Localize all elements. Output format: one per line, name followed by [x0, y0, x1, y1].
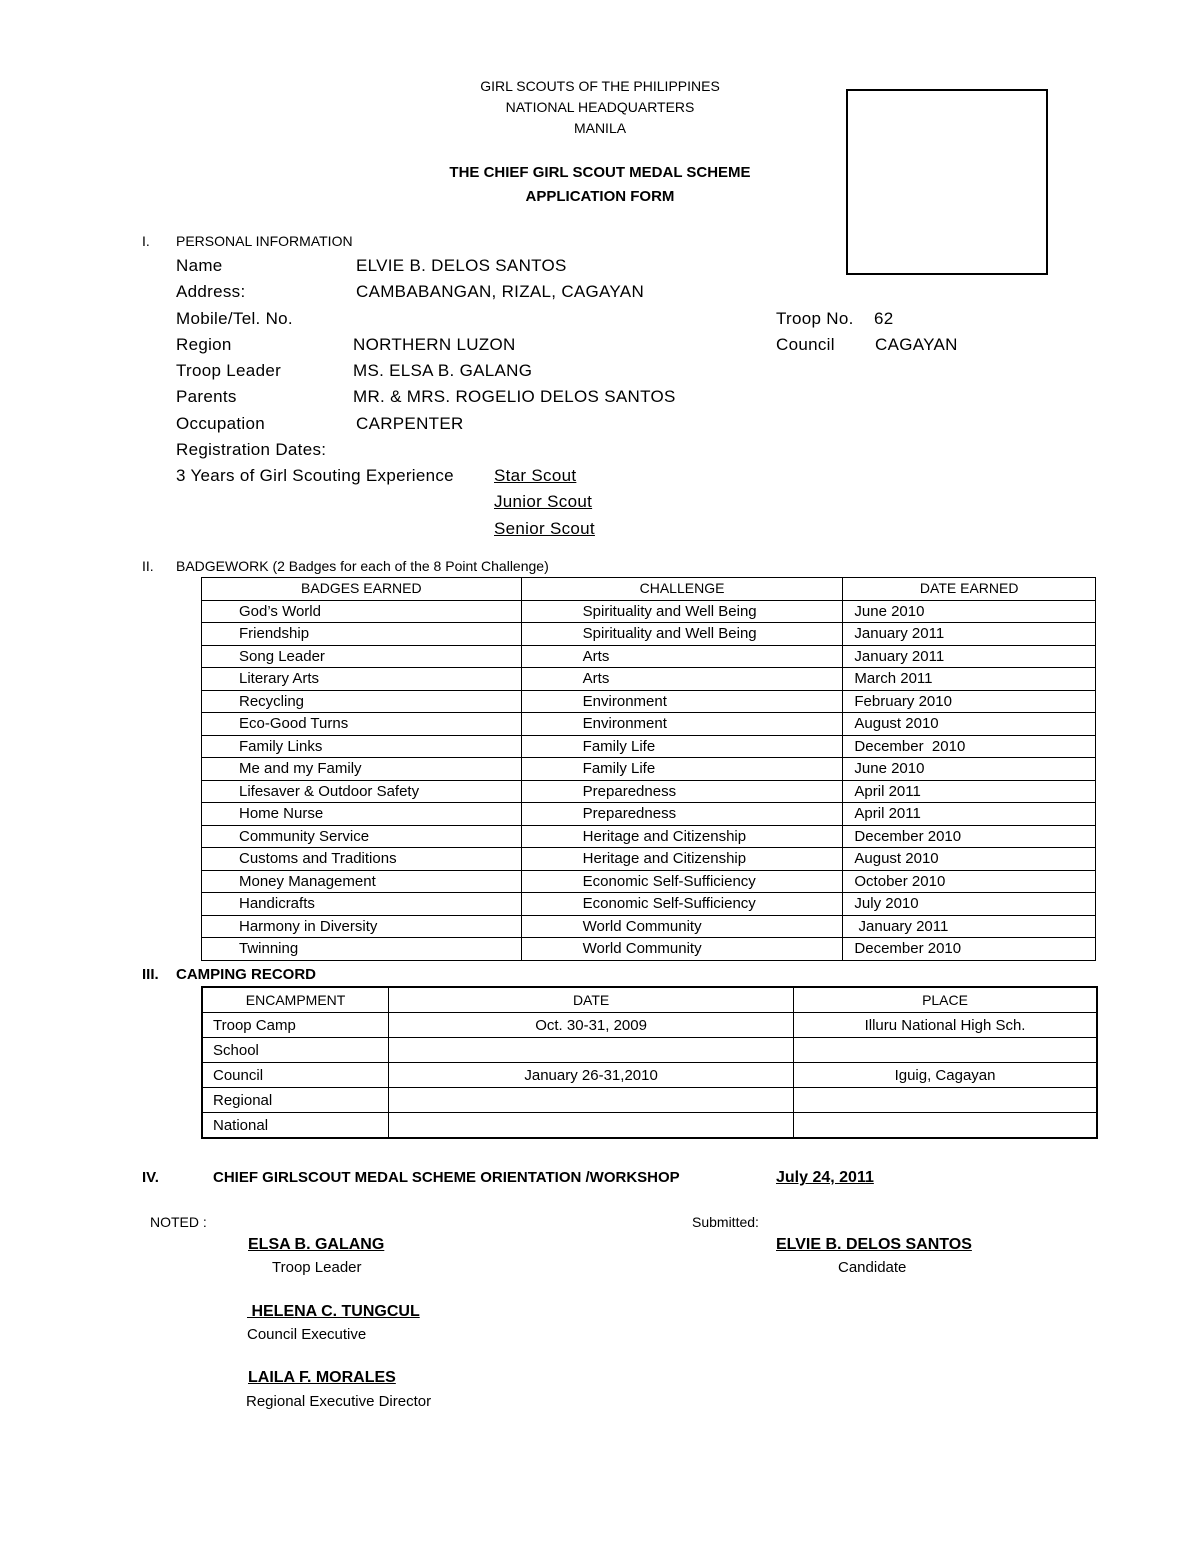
badge-name-cell: Harmony in Diversity [202, 915, 522, 938]
badge-name-cell: Me and my Family [202, 758, 522, 781]
council-label: Council [776, 335, 835, 354]
troop-no-label: Troop No. [776, 309, 854, 328]
badge-date-cell: January 2011 [843, 915, 1096, 938]
occupation-label: Occupation [176, 414, 265, 433]
badge-row [202, 848, 1096, 871]
badges-earned-header: BADGES EARNED [202, 578, 522, 601]
candidate-role: Candidate [838, 1259, 907, 1276]
badge-row [202, 713, 1096, 736]
council-executive-signature-name: HELENA C. TUNGCUL [247, 1303, 420, 1320]
encampment-cell: National [202, 1113, 389, 1139]
badge-row [202, 623, 1096, 646]
badge-date-cell: December 2010 [843, 825, 1096, 848]
regional-director-signature-name: LAILA F. MORALES [248, 1369, 396, 1386]
parents-label: Parents [176, 387, 237, 406]
badge-challenge-cell: World Community [521, 938, 843, 961]
badge-challenge-cell: Preparedness [521, 780, 843, 803]
troop-leader-role: Troop Leader [272, 1259, 362, 1276]
section-2-number: II. [142, 558, 154, 574]
regional-director-role: Regional Executive Director [246, 1393, 432, 1410]
address-label: Address: [176, 282, 246, 301]
encampment-header: ENCAMPMENT [202, 987, 389, 1013]
section-4-title: CHIEF GIRLSCOUT MEDAL SCHEME ORIENTATION /WORKSHOP [213, 1169, 680, 1186]
badge-name-cell: Money Management [202, 870, 522, 893]
badge-name-cell: Song Leader [202, 645, 522, 668]
section-1-number: I. [142, 233, 150, 249]
badge-challenge-cell: Arts [521, 645, 843, 668]
camp-date-cell [389, 1088, 794, 1113]
badge-date-cell: December 2010 [843, 938, 1096, 961]
badge-challenge-cell: Economic Self-Sufficiency [521, 870, 843, 893]
badge-row [202, 600, 1096, 623]
challenge-header: CHALLENGE [521, 578, 843, 601]
name-value: ELVIE B. DELOS SANTOS [356, 256, 567, 275]
encampment-cell: Regional [202, 1088, 389, 1113]
form-subtitle: APPLICATION FORM [525, 188, 675, 205]
date-header: DATE [389, 987, 794, 1013]
badge-date-cell: August 2010 [843, 848, 1096, 871]
badge-challenge-cell: Environment [521, 690, 843, 713]
camp-place-cell [794, 1088, 1097, 1113]
section-3-number: III. [142, 966, 159, 983]
badge-name-cell: Handicrafts [202, 893, 522, 916]
badge-date-cell: June 2010 [843, 758, 1096, 781]
camp-date-cell: January 26-31,2010 [389, 1063, 794, 1088]
region-value: NORTHERN LUZON [353, 335, 516, 354]
badge-challenge-cell: World Community [521, 915, 843, 938]
camp-place-cell: Illuru National High Sch. [794, 1013, 1097, 1038]
badge-challenge-cell: Family Life [521, 735, 843, 758]
org-office: NATIONAL HEADQUARTERS [505, 99, 695, 115]
badge-row [202, 915, 1096, 938]
troop-leader-value: MS. ELSA B. GALANG [353, 361, 533, 380]
badge-row [202, 938, 1096, 961]
badge-row [202, 758, 1096, 781]
badge-date-cell: December 2010 [843, 735, 1096, 758]
experience-junior-scout: Junior Scout [494, 492, 593, 511]
badge-date-cell: July 2010 [843, 893, 1096, 916]
troop-no-value: 62 [874, 309, 894, 328]
badge-date-cell: February 2010 [843, 690, 1096, 713]
address-value: CAMBABANGAN, RIZAL, CAGAYAN [356, 282, 645, 301]
badge-challenge-cell: Family Life [521, 758, 843, 781]
badge-date-cell: October 2010 [843, 870, 1096, 893]
camp-date-cell [389, 1038, 794, 1063]
badge-table-header [202, 578, 1096, 601]
badge-challenge-cell: Economic Self-Sufficiency [521, 893, 843, 916]
badge-challenge-cell: Environment [521, 713, 843, 736]
name-label: Name [176, 256, 223, 275]
badge-date-cell: April 2011 [843, 780, 1096, 803]
camp-date-cell [389, 1113, 794, 1139]
badge-challenge-cell: Spirituality and Well Being [521, 623, 843, 646]
badge-name-cell: Home Nurse [202, 803, 522, 826]
camping-row [202, 1013, 1097, 1038]
camping-table [201, 986, 1098, 1139]
orientation-date: July 24, 2011 [776, 1169, 874, 1186]
badge-table [201, 577, 1096, 961]
org-city: MANILA [573, 120, 627, 136]
badge-name-cell: God’s World [202, 600, 522, 623]
badge-row [202, 780, 1096, 803]
place-header: PLACE [794, 987, 1097, 1013]
camping-row [202, 1063, 1097, 1088]
badge-name-cell: Literary Arts [202, 668, 522, 691]
badge-row [202, 893, 1096, 916]
org-name: GIRL SCOUTS OF THE PHILIPPINES [480, 78, 720, 94]
badge-row [202, 645, 1096, 668]
badge-name-cell: Lifesaver & Outdoor Safety [202, 780, 522, 803]
badge-date-cell: April 2011 [843, 803, 1096, 826]
form-title: THE CHIEF GIRL SCOUT MEDAL SCHEME [449, 164, 751, 181]
badge-name-cell: Recycling [202, 690, 522, 713]
badge-date-cell: January 2011 [843, 645, 1096, 668]
troop-leader-label: Troop Leader [176, 361, 282, 380]
badge-challenge-cell: Heritage and Citizenship [521, 848, 843, 871]
section-4-number: IV. [142, 1169, 159, 1186]
experience-senior-scout: Senior Scout [494, 519, 595, 538]
badge-name-cell: Family Links [202, 735, 522, 758]
badge-row [202, 803, 1096, 826]
encampment-cell: Troop Camp [202, 1013, 389, 1038]
section-3-title: CAMPING RECORD [176, 966, 317, 983]
badge-name-cell: Eco-Good Turns [202, 713, 522, 736]
badge-row [202, 690, 1096, 713]
camp-place-cell: Iguig, Cagayan [794, 1063, 1097, 1088]
camping-row [202, 1088, 1097, 1113]
badge-row [202, 668, 1096, 691]
noted-label: NOTED : [150, 1214, 207, 1230]
camping-table-header [202, 987, 1097, 1013]
camp-place-cell [794, 1113, 1097, 1139]
camp-date-cell: Oct. 30-31, 2009 [389, 1013, 794, 1038]
camp-place-cell [794, 1038, 1097, 1063]
encampment-cell: Council [202, 1063, 389, 1088]
experience-label: 3 Years of Girl Scouting Experience [176, 466, 454, 485]
badge-name-cell: Friendship [202, 623, 522, 646]
badge-name-cell: Community Service [202, 825, 522, 848]
badge-date-cell: June 2010 [843, 600, 1096, 623]
camping-row [202, 1038, 1097, 1063]
section-2-title: BADGEWORK (2 Badges for each of the 8 Point Challenge) [176, 558, 549, 574]
occupation-value: CARPENTER [356, 414, 464, 433]
encampment-cell: School [202, 1038, 389, 1063]
badge-date-cell: August 2010 [843, 713, 1096, 736]
troop-leader-signature-name: ELSA B. GALANG [248, 1236, 385, 1253]
registration-label: Registration Dates: [176, 440, 327, 459]
submitted-label: Submitted: [692, 1214, 759, 1230]
candidate-signature-name: ELVIE B. DELOS SANTOS [776, 1236, 972, 1253]
badge-challenge-cell: Spirituality and Well Being [521, 600, 843, 623]
council-executive-role: Council Executive [247, 1326, 367, 1343]
photo-box [846, 89, 1048, 275]
badge-challenge-cell: Preparedness [521, 803, 843, 826]
badge-row [202, 870, 1096, 893]
badge-date-cell: March 2011 [843, 668, 1096, 691]
badge-name-cell: Twinning [202, 938, 522, 961]
section-1-title: PERSONAL INFORMATION [176, 233, 353, 249]
badge-challenge-cell: Heritage and Citizenship [521, 825, 843, 848]
parents-value: MR. & MRS. ROGELIO DELOS SANTOS [353, 387, 676, 406]
experience-star-scout: Star Scout [494, 466, 577, 485]
council-value: CAGAYAN [875, 335, 958, 354]
badge-row [202, 735, 1096, 758]
badge-challenge-cell: Arts [521, 668, 843, 691]
date-earned-header: DATE EARNED [843, 578, 1096, 601]
region-label: Region [176, 335, 232, 354]
mobile-label: Mobile/Tel. No. [176, 309, 293, 328]
badge-name-cell: Customs and Traditions [202, 848, 522, 871]
camping-row [202, 1113, 1097, 1139]
badge-row [202, 825, 1096, 848]
badge-date-cell: January 2011 [843, 623, 1096, 646]
